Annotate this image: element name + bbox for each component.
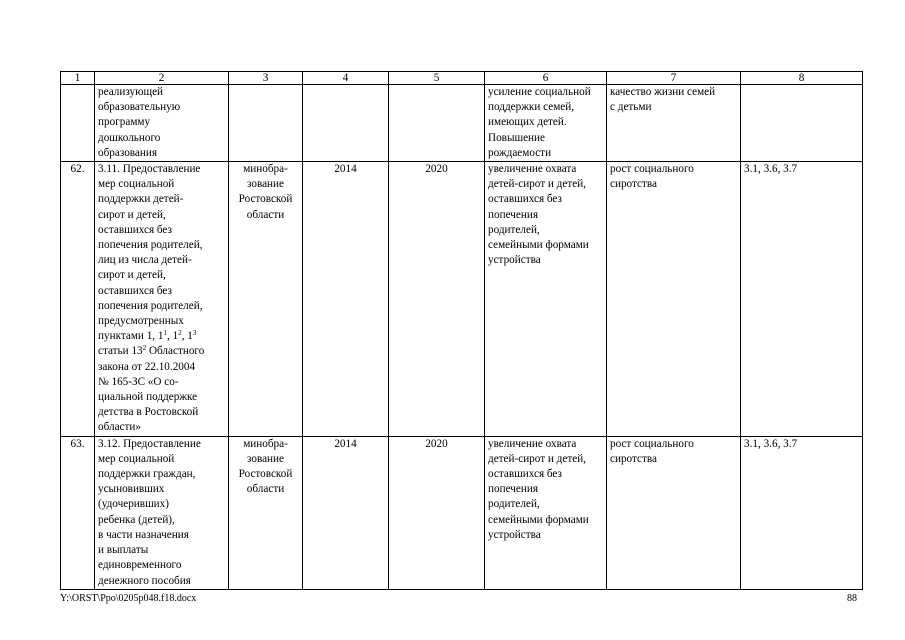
cell-line: поддержки детей- — [98, 193, 184, 206]
cell-line: родителей, — [488, 223, 540, 236]
file-path: Y:\ORST\Ppo\0205p048.f18.docx — [60, 593, 197, 604]
cell-line: сиротства — [610, 452, 657, 465]
cell-line: попечения — [488, 208, 538, 221]
measure-description — [95, 436, 229, 589]
cell-line: детства в Ростовской — [98, 406, 199, 419]
cell-line: закона от 22.10.2004 — [98, 360, 196, 373]
cell-line: пунктами 1, $1^1$, $1^2$, $1^3$ — [98, 329, 197, 343]
cell-line: лиц из числа детей- — [98, 254, 192, 267]
end-year: 2020 — [389, 162, 485, 437]
cell-line: (удочеривших) — [98, 498, 169, 511]
cell-line: Повышение — [488, 131, 545, 144]
cell-line: сирот и детей, — [98, 269, 166, 282]
responsible-executor — [229, 436, 303, 589]
cell-line: 3.11. Предоставление — [98, 163, 201, 176]
cell-line: имеющих детей. — [488, 116, 567, 129]
cell-line: устройства — [488, 528, 541, 541]
cell-line: с детьми — [610, 101, 652, 114]
column-number-8: 8 — [741, 72, 863, 85]
cell-line: детей-сирот и детей, — [488, 178, 586, 191]
cell-line: Ростовской — [238, 193, 293, 206]
cell-line: мер социальной — [98, 178, 175, 191]
measure-description — [95, 85, 229, 162]
cell-line: попечения родителей, — [98, 239, 203, 252]
header-row — [61, 72, 863, 85]
cell-line: статьи $13^2$ Областного — [98, 344, 205, 358]
column-number-7: 7 — [607, 72, 741, 85]
cell-line: образовательную — [98, 101, 181, 114]
cell-line: в части назначения — [98, 528, 189, 541]
expected-result — [485, 162, 607, 437]
cell-line: поддержки семей, — [488, 101, 575, 114]
cell-line: зование — [247, 178, 284, 191]
cell-line: 3.12. Предоставление — [98, 437, 201, 450]
cell-line: оставшихся без — [488, 468, 562, 481]
table-row — [61, 85, 863, 162]
cell-line: программу — [98, 116, 151, 129]
cell-line: Ростовской — [238, 468, 293, 481]
cell-line: области — [246, 483, 285, 496]
start-year: 2014 — [303, 436, 389, 589]
start-year: 2014 — [303, 162, 389, 437]
cell-line: рождаемости — [488, 146, 552, 159]
cell-line: дошкольного — [98, 131, 161, 144]
cell-line: увеличение охвата — [488, 163, 577, 176]
column-number-2: 2 — [95, 72, 229, 85]
cell-line: минобра- — [243, 163, 288, 176]
table-row — [61, 162, 863, 437]
cell-line: сирот и детей, — [98, 208, 166, 221]
program-table — [60, 71, 863, 590]
cell-line: образования — [98, 146, 158, 159]
cell-line: предусмотренных — [98, 315, 184, 328]
responsible-executor — [229, 162, 303, 437]
cell-line: устройства — [488, 254, 541, 267]
cell-line: и выплаты — [98, 544, 149, 557]
column-number-1: 1 — [61, 72, 95, 85]
cell-line: зование — [247, 452, 284, 465]
measure-description — [95, 162, 229, 437]
cell-line: единовременного — [98, 559, 182, 572]
cell-line: минобра- — [243, 437, 288, 450]
cell-line: рост социального — [610, 163, 694, 176]
row-number: 62. — [61, 162, 95, 437]
cell-line: оставшихся без — [488, 193, 562, 206]
row-number — [61, 85, 95, 162]
cell-line: мер социальной — [98, 452, 175, 465]
table-body — [61, 85, 863, 590]
column-number-4: 4 — [303, 72, 389, 85]
cell-line: области — [246, 208, 285, 221]
expected-result — [485, 85, 607, 162]
row-number: 63. — [61, 436, 95, 589]
page-number: 88 — [847, 593, 857, 604]
end-year — [389, 85, 485, 162]
start-year — [303, 85, 389, 162]
cell-line: качество жизни семей — [610, 86, 716, 98]
end-year: 2020 — [389, 436, 485, 589]
cell-line: реализующей — [98, 86, 164, 98]
consequences — [607, 162, 741, 437]
cell-line: усиление социальной — [488, 86, 591, 98]
table-row — [61, 436, 863, 589]
related-indicators: 3.1, 3.6, 3.7 — [741, 436, 863, 589]
cell-line: оставшихся без — [98, 223, 172, 236]
cell-line: семейными формами — [488, 513, 589, 526]
column-number-5: 5 — [389, 72, 485, 85]
cell-line: родителей, — [488, 498, 540, 511]
cell-line: циальной поддержке — [98, 391, 198, 404]
consequences — [607, 85, 741, 162]
cell-line: попечения — [488, 483, 538, 496]
cell-line: усыновивших — [98, 483, 165, 496]
cell-line: семейными формами — [488, 239, 589, 252]
cell-line: оставшихся без — [98, 284, 172, 297]
cell-line: попечения родителей, — [98, 299, 203, 312]
cell-line: поддержки граждан, — [98, 468, 196, 481]
cell-line: области» — [98, 421, 141, 434]
related-indicators: 3.1, 3.6, 3.7 — [741, 162, 863, 437]
cell-line: увеличение охвата — [488, 437, 577, 450]
cell-line: сиротства — [610, 178, 657, 191]
column-number-6: 6 — [485, 72, 607, 85]
cell-line: № 165-ЗС «О со- — [98, 375, 179, 388]
consequences — [607, 436, 741, 589]
cell-line: ребенка (детей), — [98, 513, 175, 526]
cell-line: денежного пособия — [98, 574, 191, 587]
column-number-3: 3 — [229, 72, 303, 85]
related-indicators — [741, 85, 863, 162]
cell-line: детей-сирот и детей, — [488, 452, 586, 465]
expected-result — [485, 436, 607, 589]
cell-line: рост социального — [610, 437, 694, 450]
responsible-executor — [229, 85, 303, 162]
